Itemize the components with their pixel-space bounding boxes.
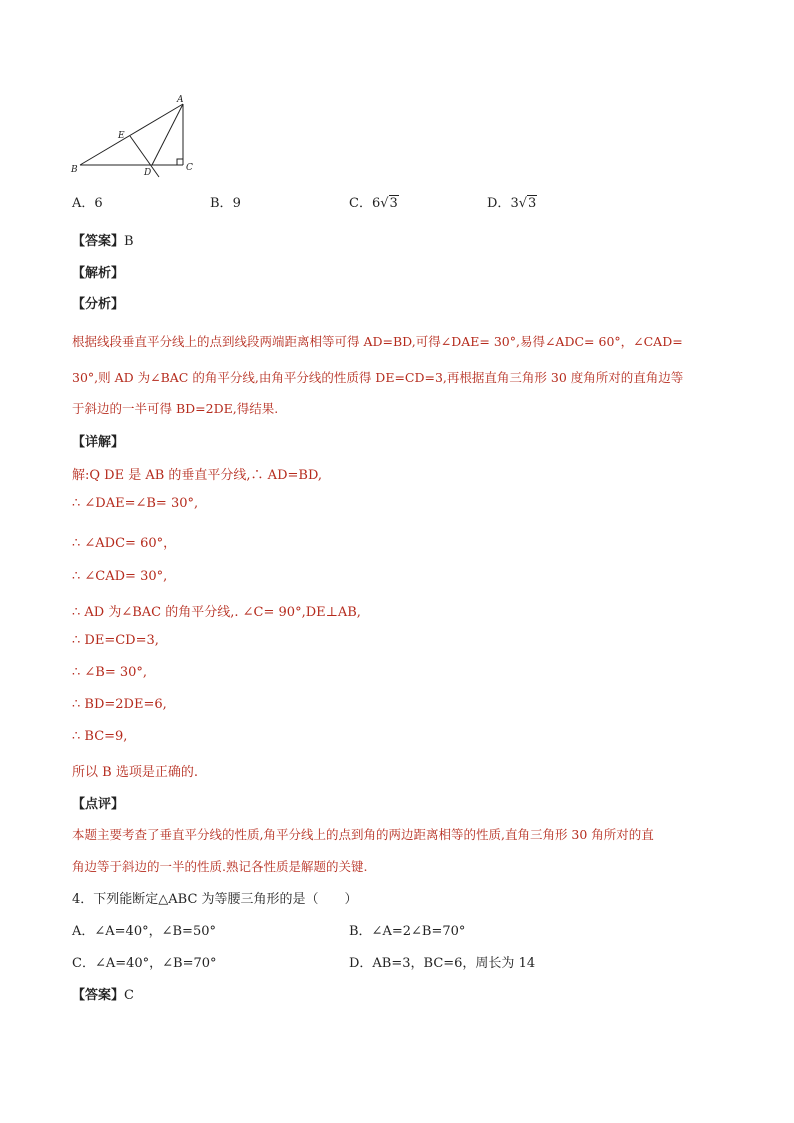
dianping-line: 角边等于斜边的一半的性质.熟记各性质是解题的关键.	[72, 859, 368, 874]
xiangjie-line: ∴ BD=2DE=6,	[72, 697, 167, 712]
sqrt-symbol: √3	[380, 196, 398, 211]
label-d: D	[144, 168, 152, 178]
fenxi-line: 30°,则 AD 为∠BAC 的角平分线,由角平分线的性质得 DE=CD=3,再根据直角三角形 30 度角所对的直角边等	[72, 370, 684, 385]
label-c: C	[186, 163, 193, 173]
q4-option-a: A．∠A=40°，∠B=50°	[72, 924, 216, 939]
q4-option-c: C．∠A=40°，∠B=70°	[72, 956, 217, 971]
sqrt-symbol: √3	[518, 196, 537, 211]
dianping-line: 本题主要考查了垂直平分线的性质,角平分线上的点到角的两边距离相等的性质,直角三角形 30 角所对的直	[72, 827, 654, 842]
q3-option-a: A．6	[72, 196, 103, 211]
q3-fenxi-heading: 【分析】	[72, 297, 125, 312]
label-a: A	[177, 95, 184, 105]
xiangjie-line: ∴ AD 为∠BAC 的角平分线,. ∠C= 90°,DE⊥AB,	[72, 605, 361, 620]
q3-option-b: B．9	[210, 196, 241, 211]
xiangjie-line: 解:Q DE 是 AB 的垂直平分线,∴ AD=BD,	[72, 468, 323, 483]
q3-dianping-heading: 【点评】	[72, 797, 125, 812]
xiangjie-line: ∴ BC=9,	[72, 729, 128, 744]
xiangjie-line: ∴ ∠CAD= 30°,	[72, 569, 168, 584]
q3-xiangjie-heading: 【详解】	[72, 435, 125, 450]
label-b: B	[71, 165, 78, 175]
xiangjie-line: ∴ ∠DAE=∠B= 30°,	[72, 496, 199, 511]
xiangjie-line: 所以 B 选项是正确的.	[72, 765, 198, 780]
q3-answer: 【答案】B	[72, 234, 134, 249]
q4-option-d: D．AB=3，BC=6，周长为 14	[349, 956, 536, 971]
xiangjie-line: ∴ DE=CD=3,	[72, 633, 159, 648]
q4-stem: 4．下列能断定△ABC 为等腰三角形的是（ ）	[72, 892, 358, 907]
q3-option-c: C．6√3	[349, 196, 398, 211]
q3-option-d: D．3√3	[487, 196, 537, 211]
triangle-figure	[66, 92, 206, 182]
fenxi-line: 根据线段垂直平分线上的点到线段两端距离相等可得 AD=BD,可得∠DAE= 30°,易得∠ADC= 60°，∠CAD=	[72, 334, 683, 349]
xiangjie-line: ∴ ∠B= 30°,	[72, 665, 148, 680]
xiangjie-line: ∴ ∠ADC= 60°，	[72, 536, 177, 551]
q4-option-b: B．∠A=2∠B=70°	[349, 924, 466, 939]
label-e: E	[118, 131, 125, 141]
q4-answer: 【答案】C	[72, 988, 134, 1003]
q3-jiexi-heading: 【解析】	[72, 266, 125, 281]
fenxi-line: 于斜边的一半可得 BD=2DE,得结果.	[72, 401, 279, 416]
right-angle-mark	[177, 159, 183, 165]
